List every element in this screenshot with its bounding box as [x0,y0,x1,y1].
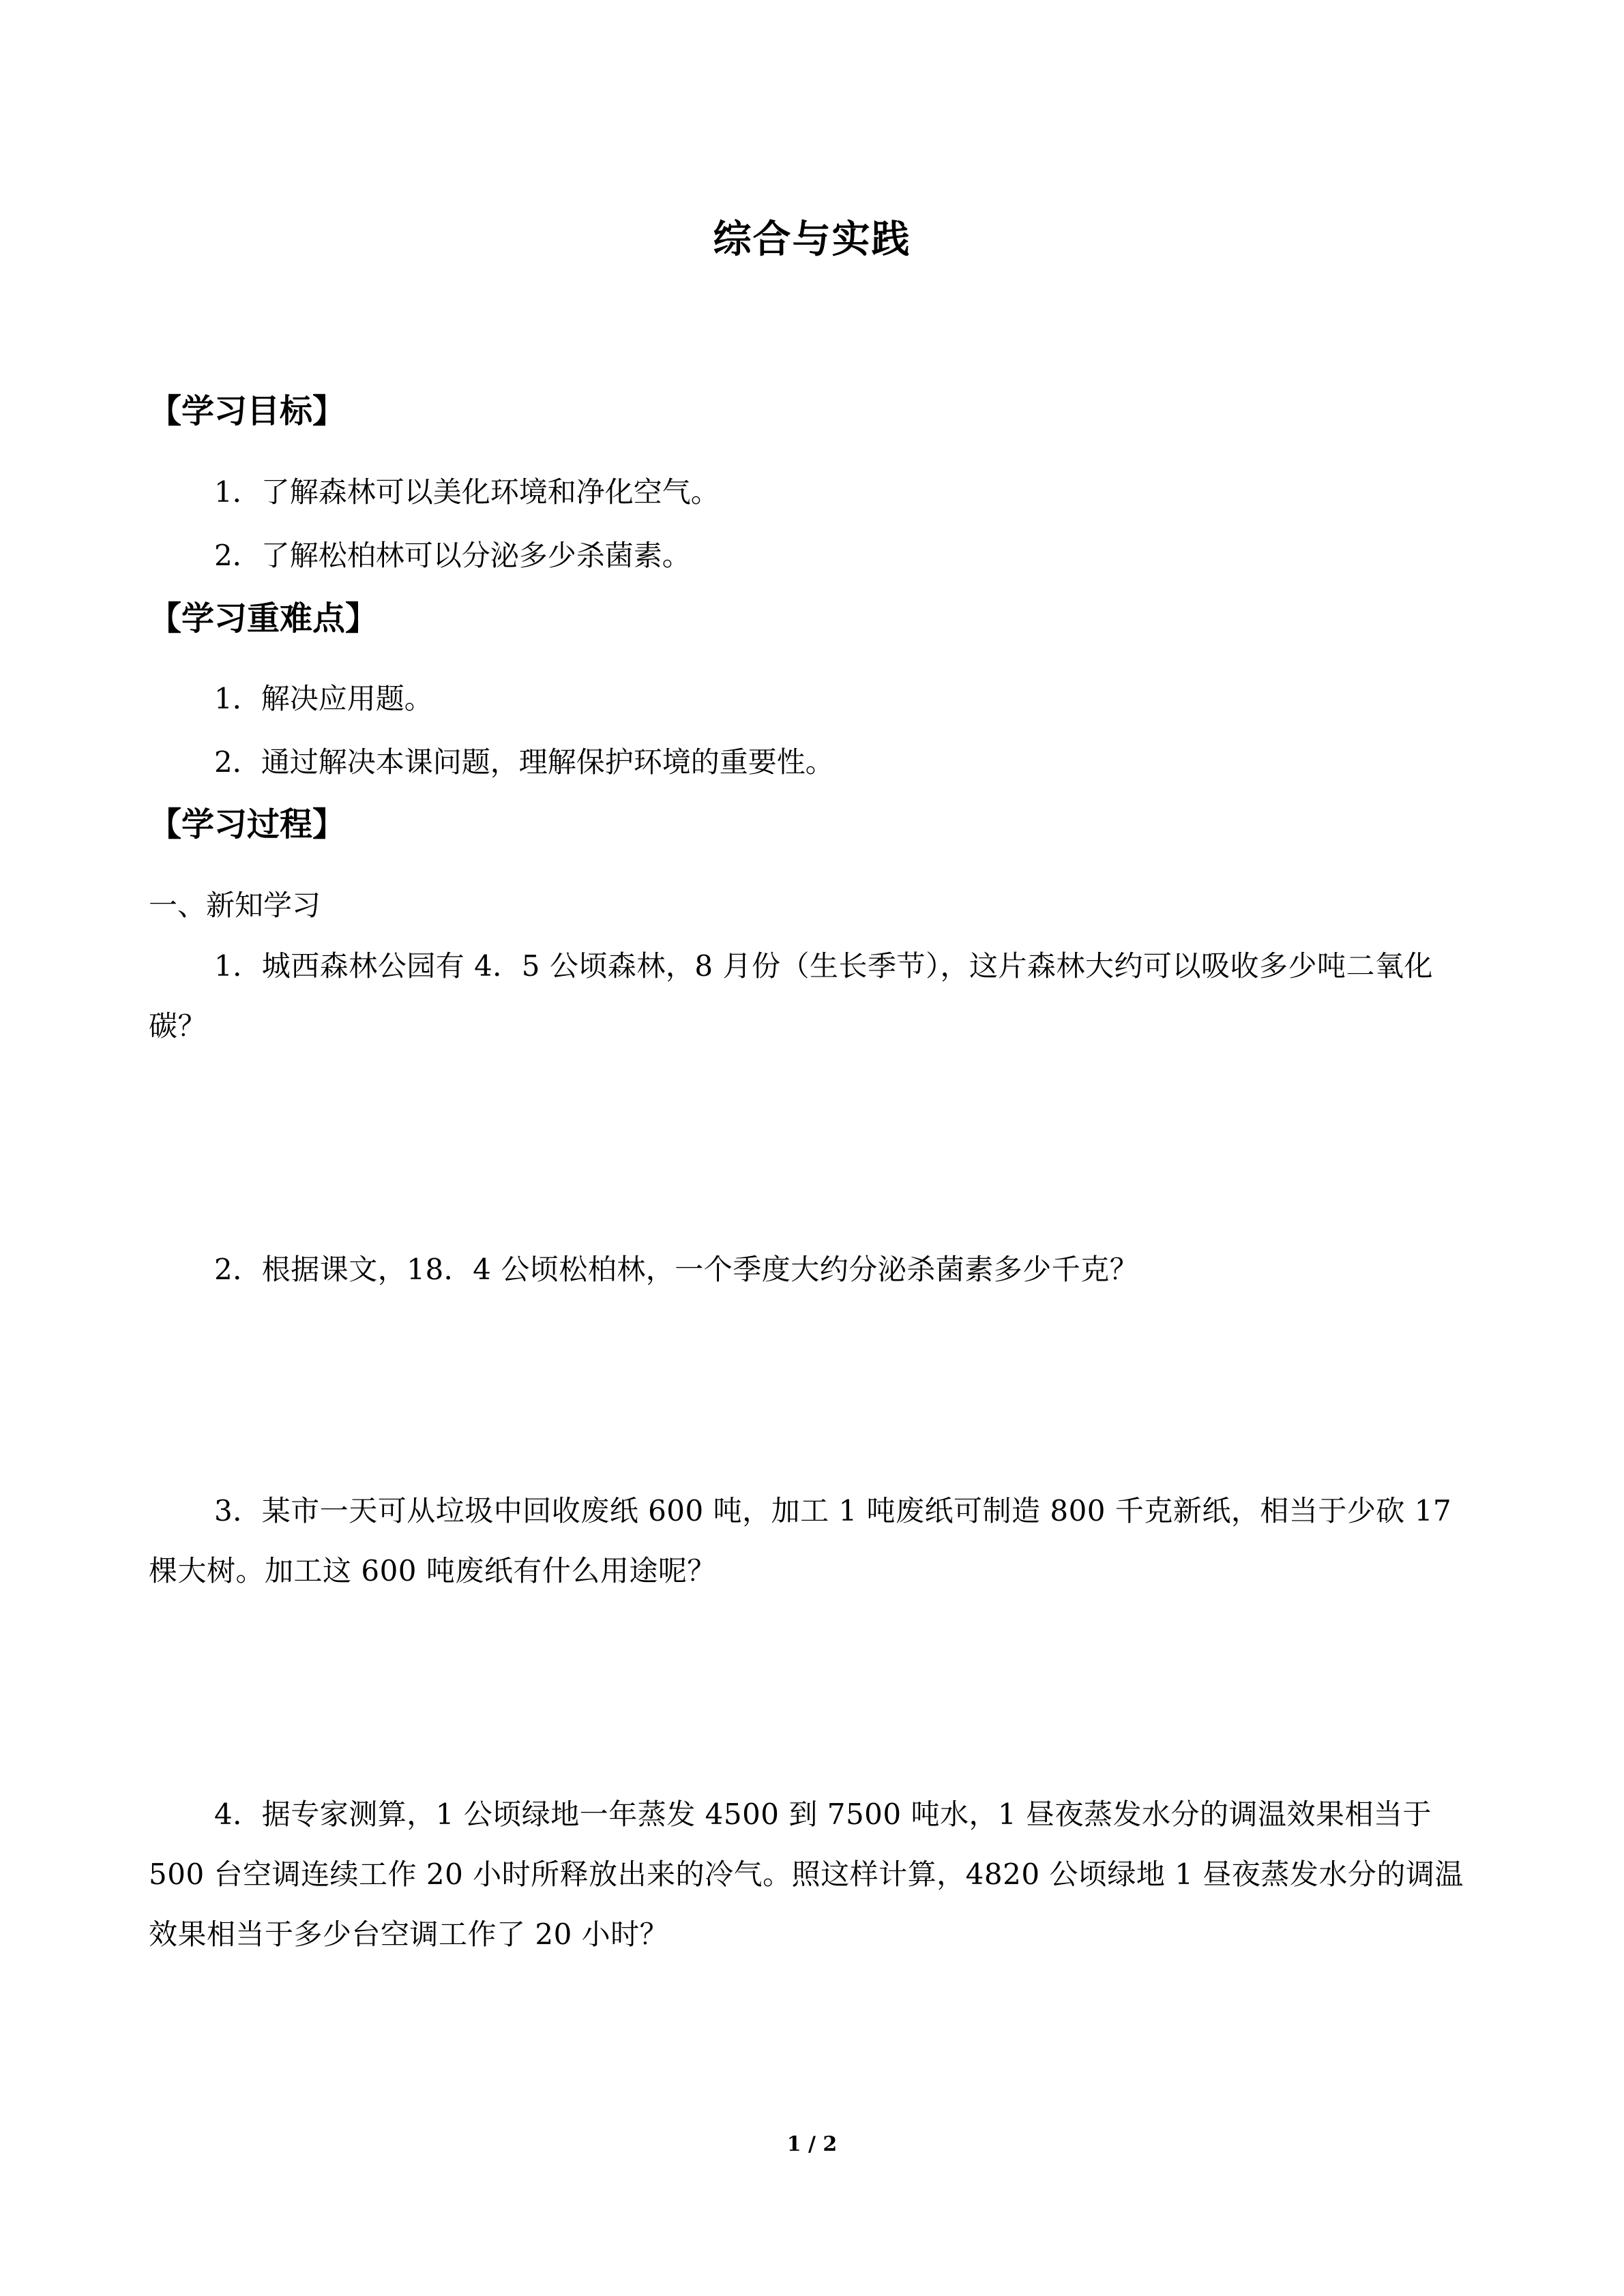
question-4 [149,1785,1475,1965]
page-number: 1 / 2 [786,2132,838,2156]
question-2 [149,1240,1475,1300]
key-point-item-1: 1．解决应用题。 [214,682,433,715]
section-heading-goals: 【学习目标】 [149,392,346,430]
subheading-new-knowledge: 一、新知学习 [149,889,321,922]
section-heading-key-points: 【学习重难点】 [149,599,379,638]
goal-item-1: 1．了解森林可以美化环境和净化空气。 [214,475,720,509]
question-3 [149,1481,1475,1601]
question-1-text: 1．城西森林公园有 4．5 公顷森林，8 月份（生长季节），这片森林大约可以吸收多少吨二氧化碳？ [149,949,1433,1043]
key-point-item-2: 2．通过解决本课问题，理解保护环境的重要性。 [214,745,834,779]
question-4-text: 4．据专家测算，1 公顷绿地一年蒸发 4500 到 7500 吨水，1 昼夜蒸发水分的调温效果相当于 500 台空调连续工作 20 小时所释放出来的冷气。照这样计算，4820 公顷绿地 1 昼夜蒸发水分的调温效果相当于多少台空调工作了 20 小时？ [149,1798,1464,1951]
question-3-text: 3．某市一天可从垃圾中回收废纸 600 吨，加工 1 吨废纸可制造 800 千克新纸，相当于少砍 17 棵大树。加工这 600 吨废纸有什么用途呢？ [149,1494,1452,1587]
question-1 [149,936,1475,1056]
section-heading-process: 【学习过程】 [149,805,346,844]
goal-item-2: 2．了解松柏林可以分泌多少杀菌素。 [214,539,691,572]
question-2-text: 2．根据课文，18．4 公顷松柏林，一个季度大约分泌杀菌素多少千克？ [214,1253,1139,1286]
page-title: 综合与实践 [713,218,911,262]
